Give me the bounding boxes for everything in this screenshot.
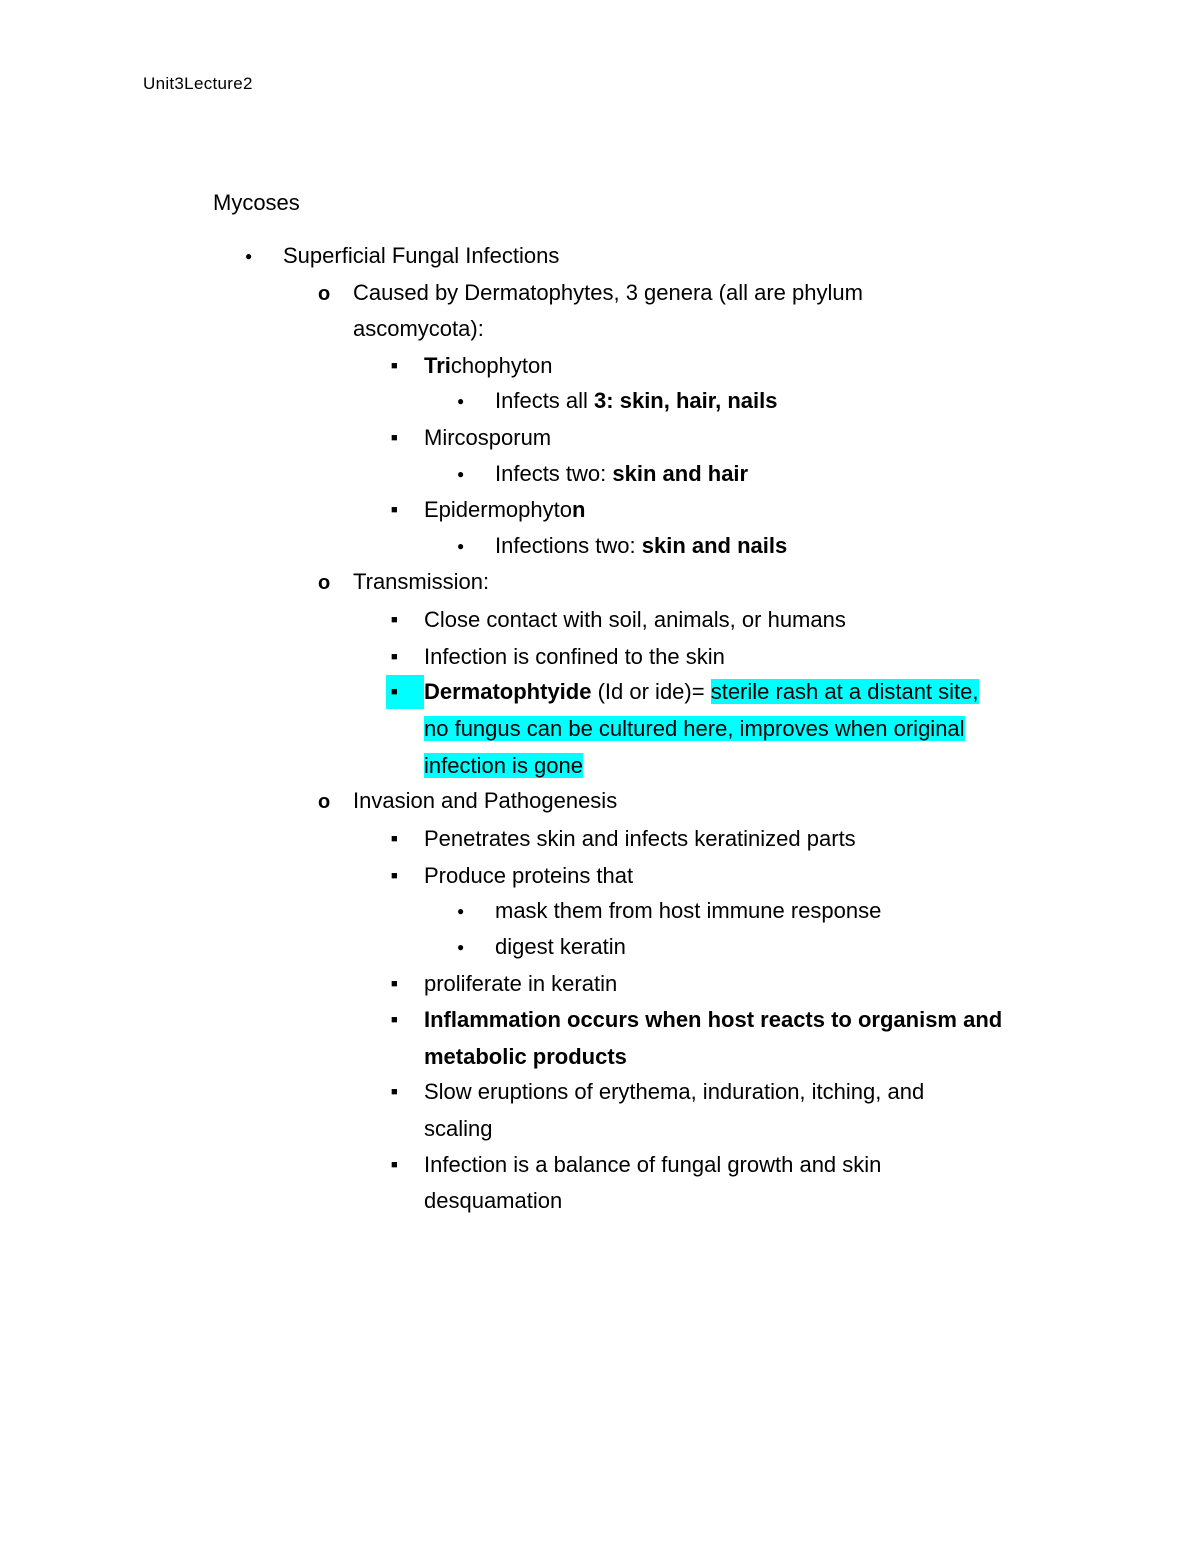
list-item-continued: scaling <box>424 1116 493 1141</box>
list-item: Close contact with soil, animals, or humans <box>424 607 846 632</box>
list-item: digest keratin <box>495 934 626 959</box>
list-item-continued: metabolic products <box>424 1044 627 1069</box>
list-item: Infection is confined to the skin <box>424 644 725 669</box>
list-item: Invasion and Pathogenesis <box>353 788 618 813</box>
list-item: Mircosporum <box>424 425 552 450</box>
bullet-square <box>391 492 398 532</box>
list-item: Slow eruptions of erythema, induration, itching, and <box>424 1079 925 1104</box>
list-item-continued: infection is gone <box>424 753 583 778</box>
page-header: Unit3Lecture2 <box>143 74 253 93</box>
bullet-disc <box>457 528 464 567</box>
list-item: Dermatophtyide (Id or ide)= sterile rash at a distant site, <box>424 679 979 704</box>
list-item: Caused by Dermatophytes, 3 genera (all are phylum <box>353 280 863 305</box>
bullet-square <box>391 1002 398 1042</box>
bullet-disc <box>457 383 464 422</box>
list-item: Penetrates skin and infects keratinized parts <box>424 826 856 851</box>
bullet-square <box>391 966 398 1006</box>
list-item: Infects all 3: skin, hair, nails <box>495 388 778 413</box>
list-item: Infection is a balance of fungal growth and skin <box>424 1152 882 1177</box>
bullet-square <box>391 639 398 679</box>
list-item: Epidermophyton <box>424 497 586 522</box>
bullet-disc <box>457 456 464 495</box>
bullet-circle <box>318 564 330 601</box>
bullet-square <box>391 821 398 861</box>
list-item: mask them from host immune response <box>495 898 882 923</box>
bullet-disc <box>457 893 464 932</box>
list-item: Trichophyton <box>424 353 553 378</box>
bullet-square <box>391 1147 398 1187</box>
list-item: Superficial Fungal Infections <box>283 243 560 268</box>
list-item: Transmission: <box>353 569 490 594</box>
list-item: Infections two: skin and nails <box>495 533 788 558</box>
bullet-circle <box>318 275 330 312</box>
bullet-circle <box>318 783 330 820</box>
bullet-square <box>391 674 398 714</box>
page-title: Mycoses <box>213 190 300 215</box>
bullet-square <box>391 602 398 642</box>
list-item: Inflammation occurs when host reacts to organism and <box>424 1007 1003 1032</box>
bullet-square <box>391 420 398 460</box>
list-item-continued: desquamation <box>424 1188 563 1213</box>
list-item: Produce proteins that <box>424 863 634 888</box>
list-item: proliferate in keratin <box>424 971 618 996</box>
bullet-square <box>391 1074 398 1114</box>
bullet-disc <box>457 929 464 968</box>
bullet-square <box>391 858 398 898</box>
bullet-square <box>391 348 398 388</box>
list-item-continued: ascomycota): <box>353 316 484 341</box>
list-item-continued: no fungus can be cultured here, improves when original <box>424 716 965 741</box>
list-item: Infects two: skin and hair <box>495 461 749 486</box>
bullet-disc <box>245 238 252 277</box>
